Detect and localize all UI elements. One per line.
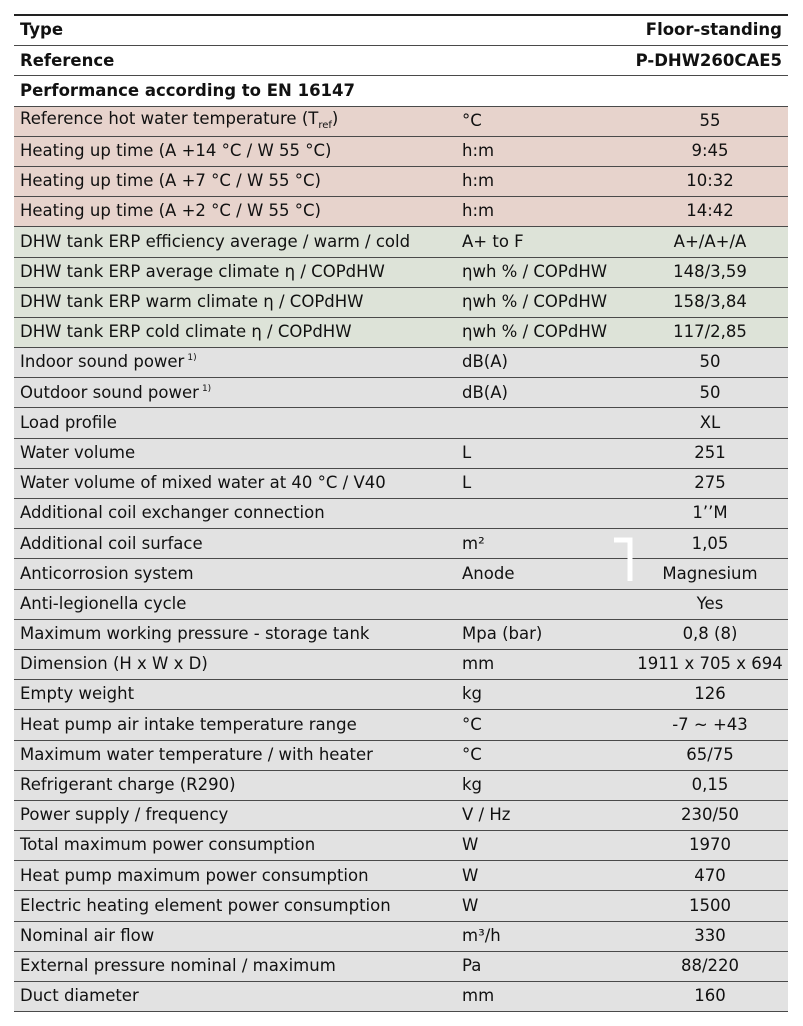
spec-row-label-text: Empty weight [20, 684, 135, 704]
spec-row-unit: ηwh % / COPdHW [456, 287, 632, 317]
spec-row [14, 136, 788, 166]
spec-row-label [14, 136, 456, 166]
spec-row-unit: W [456, 861, 632, 891]
spec-row [14, 770, 788, 800]
spec-row-label [14, 740, 456, 770]
spec-row-value: Yes [632, 589, 788, 619]
spec-row-label-text: Water volume of mixed water at 40 °C / V40 [20, 473, 386, 493]
spec-row-label-text: Heating up time (A +14 °C / W 55 °C) [20, 141, 332, 161]
spec-row-label [14, 951, 456, 981]
spec-row-value: 14:42 [632, 197, 788, 227]
spec-row-label-text: Duct diameter [20, 986, 139, 1006]
spec-row [14, 468, 788, 498]
spec-row-unit: ηwh % / COPdHW [456, 317, 632, 347]
spec-row-label-text: DHW tank ERP warm climate η / COPdHW [20, 292, 364, 312]
spec-row-value: 251 [632, 438, 788, 468]
spec-row-label-text: Heat pump air intake temperature range [20, 714, 357, 734]
spec-row-label [14, 438, 456, 468]
spec-row-label-text: Heat pump maximum power consumption [20, 865, 369, 885]
spec-row-label-text: Anti-legionella cycle [20, 593, 187, 613]
spec-row [14, 408, 788, 438]
spec-row [14, 861, 788, 891]
spec-row-value: 88/220 [632, 951, 788, 981]
spec-row [14, 740, 788, 770]
spec-row-label-text: Maximum working pressure - storage tank [20, 624, 370, 644]
spec-row-label-text: Electric heating element power consumption [20, 895, 391, 915]
spec-row-label-text: Maximum water temperature / with heater [20, 744, 373, 764]
spec-row-label [14, 589, 456, 619]
spec-row-unit: ηwh % / COPdHW [456, 257, 632, 287]
spec-row-label [14, 106, 456, 136]
spec-row-unit: W [456, 831, 632, 861]
spec-row-label [14, 529, 456, 559]
spec-row-label [14, 348, 456, 378]
spec-row-unit: m³/h [456, 921, 632, 951]
spec-row-value: 158/3,84 [632, 287, 788, 317]
spec-row [14, 106, 788, 136]
spec-row-unit: V / Hz [456, 800, 632, 830]
spec-row-label [14, 649, 456, 679]
spec-row [14, 589, 788, 619]
type-unit-cell [456, 15, 632, 46]
spec-row [14, 438, 788, 468]
spec-row-value: 275 [632, 468, 788, 498]
spec-row [14, 166, 788, 196]
spec-row-value: Magnesium [632, 559, 788, 589]
spec-row-value: 1500 [632, 891, 788, 921]
spec-row-value: 9:45 [632, 136, 788, 166]
spec-row-label-text: External pressure nominal / maximum [20, 956, 336, 976]
spec-row-value: 330 [632, 921, 788, 951]
spec-row-label-text: Additional coil exchanger connection [20, 503, 325, 523]
spec-row-label-text: Power supply / frequency [20, 805, 229, 825]
spec-row-label [14, 770, 456, 800]
spec-row-value: 0,8 (8) [632, 619, 788, 649]
spec-row-value: 1970 [632, 831, 788, 861]
spec-row-value: 0,15 [632, 770, 788, 800]
spec-row-unit [456, 589, 632, 619]
spec-row-unit: mm [456, 649, 632, 679]
spec-row [14, 982, 788, 1012]
spec-row-unit: Anode [456, 559, 632, 589]
spec-row-label-text: Heating up time (A +7 °C / W 55 °C) [20, 171, 321, 191]
spec-row-label-text: DHW tank ERP average climate η / COPdHW [20, 261, 385, 281]
spec-row-label-text: Heating up time (A +2 °C / W 55 °C) [20, 201, 321, 221]
spec-row [14, 831, 788, 861]
spec-row-label [14, 378, 456, 408]
spec-row-label [14, 921, 456, 951]
spec-row-unit: °C [456, 710, 632, 740]
spec-row-label [14, 257, 456, 287]
section-title: Performance according to EN 16147 [14, 76, 788, 106]
spec-row-unit: Mpa (bar) [456, 619, 632, 649]
spec-row-unit: L [456, 468, 632, 498]
spec-row-unit: dB(A) [456, 378, 632, 408]
spec-row-unit: m² [456, 529, 632, 559]
spec-row-label-text: Additional coil surface [20, 533, 203, 553]
spec-row-label [14, 287, 456, 317]
reference-value: P-DHW260CAE5 [632, 46, 788, 76]
spec-row-value: 65/75 [632, 740, 788, 770]
spec-row [14, 227, 788, 257]
spec-row-unit: h:m [456, 136, 632, 166]
spec-row-value: 1’’M [632, 499, 788, 529]
spec-row-label [14, 982, 456, 1012]
spec-row-label-text: Anticorrosion system [20, 563, 194, 583]
spec-row-unit: kg [456, 680, 632, 710]
spec-row-label [14, 619, 456, 649]
spec-row-label [14, 831, 456, 861]
spec-row-label [14, 800, 456, 830]
reference-label: Reference [14, 46, 456, 76]
spec-row-label [14, 197, 456, 227]
spec-row-unit: mm [456, 982, 632, 1012]
spec-row-label-text: Load profile [20, 412, 117, 432]
spec-row-unit: A+ to F [456, 227, 632, 257]
spec-row-value: XL [632, 408, 788, 438]
spec-row [14, 619, 788, 649]
spec-row-value: 50 [632, 348, 788, 378]
section-row [14, 76, 788, 106]
specification-table [14, 14, 788, 1012]
reference-row [14, 46, 788, 76]
spec-row-label-text: Nominal air flow [20, 925, 155, 945]
spec-row-label-text: Outdoor sound power [20, 382, 199, 402]
spec-row-value: A+/A+/A [632, 227, 788, 257]
spec-row-label [14, 468, 456, 498]
spec-row-unit: h:m [456, 166, 632, 196]
spec-row-value: 160 [632, 982, 788, 1012]
type-row [14, 15, 788, 46]
spec-row-unit: °C [456, 106, 632, 136]
spec-row [14, 951, 788, 981]
footnote-marker: 1) [201, 383, 212, 394]
spec-row [14, 348, 788, 378]
spec-row-unit: h:m [456, 197, 632, 227]
spec-row-label-subscript: ref [318, 120, 332, 132]
spec-row-value: 55 [632, 106, 788, 136]
type-value: Floor-standing [632, 15, 788, 46]
spec-row-label [14, 317, 456, 347]
spec-row-label-text: Dimension (H x W x D) [20, 654, 208, 674]
spec-row-unit: dB(A) [456, 348, 632, 378]
footnote-marker: 1) [187, 353, 197, 364]
spec-row-unit: kg [456, 770, 632, 800]
spec-row-unit: L [456, 438, 632, 468]
spec-row [14, 257, 788, 287]
spec-row-label-text: Water volume [20, 442, 136, 462]
spec-row [14, 649, 788, 679]
spec-row-unit: Pa [456, 951, 632, 981]
spec-row-label-text: DHW tank ERP cold climate η / COPdHW [20, 322, 352, 342]
spec-row [14, 197, 788, 227]
spec-row-value: -7 ~ +43 [632, 710, 788, 740]
spec-row [14, 287, 788, 317]
spec-row-label-end: ) [331, 109, 339, 129]
spec-row-label [14, 166, 456, 196]
spec-row [14, 317, 788, 347]
spec-row [14, 559, 788, 589]
spec-row-value: 470 [632, 861, 788, 891]
spec-row [14, 921, 788, 951]
spec-row-value: 230/50 [632, 800, 788, 830]
spec-row [14, 680, 788, 710]
specification-table-body [14, 15, 788, 1012]
spec-row [14, 710, 788, 740]
spec-row-label [14, 499, 456, 529]
type-label: Type [14, 15, 456, 46]
spec-row-value: 148/3,59 [632, 257, 788, 287]
spec-row [14, 499, 788, 529]
spec-row-value: 1,05 [632, 529, 788, 559]
spec-row-label [14, 680, 456, 710]
spec-row-label-text: Indoor sound power [20, 352, 185, 372]
spec-row-unit [456, 499, 632, 529]
spec-row-label-text: Refrigerant charge (R290) [20, 775, 236, 795]
spec-row-label-text: DHW tank ERP efficiency average / warm / cold [20, 231, 411, 251]
spec-row-label [14, 408, 456, 438]
spec-row-label [14, 227, 456, 257]
spec-row-label [14, 861, 456, 891]
spec-row [14, 800, 788, 830]
spec-row-unit: °C [456, 740, 632, 770]
spec-row-label-text: Reference hot water temperature (T [20, 109, 319, 129]
spec-row [14, 378, 788, 408]
spec-row-label [14, 559, 456, 589]
spec-row-unit: W [456, 891, 632, 921]
spec-row [14, 529, 788, 559]
spec-row-label [14, 710, 456, 740]
spec-row-label-text: Total maximum power consumption [20, 835, 316, 855]
spec-row-value: 1911 x 705 x 694 [632, 649, 788, 679]
spec-row-value: 50 [632, 378, 788, 408]
spec-row-value: 117/2,85 [632, 317, 788, 347]
reference-unit-cell [456, 46, 632, 76]
watermark-mark [612, 537, 634, 583]
spec-row [14, 891, 788, 921]
spec-row-label [14, 891, 456, 921]
spec-row-unit [456, 408, 632, 438]
spec-row-value: 126 [632, 680, 788, 710]
spec-row-value: 10:32 [632, 166, 788, 196]
